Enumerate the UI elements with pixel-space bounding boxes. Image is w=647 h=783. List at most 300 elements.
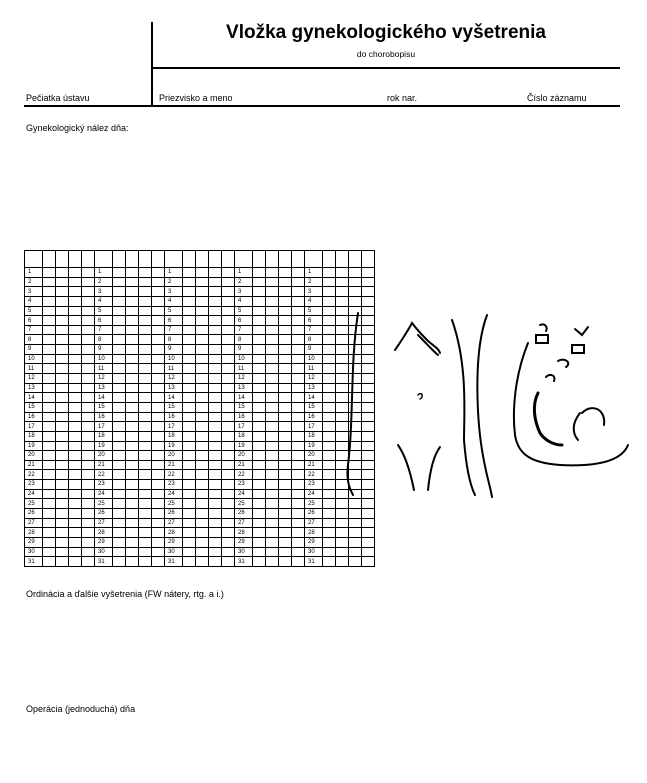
grid-entry-cell[interactable]: [196, 422, 209, 432]
grid-entry-cell[interactable]: [222, 277, 235, 287]
grid-entry-cell[interactable]: [279, 393, 292, 403]
grid-entry-cell[interactable]: [279, 268, 292, 278]
grid-entry-cell[interactable]: [56, 287, 69, 297]
grid-entry-cell[interactable]: [183, 306, 196, 316]
grid-entry-cell[interactable]: [69, 287, 82, 297]
grid-entry-cell[interactable]: [139, 518, 152, 528]
grid-entry-cell[interactable]: [126, 460, 139, 470]
grid-entry-cell[interactable]: [253, 296, 266, 306]
grid-entry-cell[interactable]: [152, 268, 165, 278]
grid-entry-cell[interactable]: [183, 277, 196, 287]
grid-entry-cell[interactable]: [139, 374, 152, 384]
grid-header-cell[interactable]: [266, 251, 279, 268]
grid-entry-cell[interactable]: [323, 412, 336, 422]
grid-entry-cell[interactable]: [82, 383, 95, 393]
grid-entry-cell[interactable]: [56, 393, 69, 403]
grid-entry-cell[interactable]: [43, 296, 56, 306]
grid-entry-cell[interactable]: [266, 287, 279, 297]
grid-entry-cell[interactable]: [82, 335, 95, 345]
grid-entry-cell[interactable]: [152, 480, 165, 490]
grid-entry-cell[interactable]: [196, 451, 209, 461]
grid-entry-cell[interactable]: [69, 528, 82, 538]
grid-entry-cell[interactable]: [362, 518, 375, 528]
grid-entry-cell[interactable]: [152, 383, 165, 393]
grid-entry-cell[interactable]: [292, 422, 305, 432]
grid-entry-cell[interactable]: [183, 547, 196, 557]
grid-entry-cell[interactable]: [279, 345, 292, 355]
grid-entry-cell[interactable]: [209, 383, 222, 393]
grid-entry-cell[interactable]: [152, 412, 165, 422]
grid-entry-cell[interactable]: [222, 412, 235, 422]
grid-entry-cell[interactable]: [253, 364, 266, 374]
grid-entry-cell[interactable]: [222, 268, 235, 278]
grid-entry-cell[interactable]: [69, 537, 82, 547]
grid-entry-cell[interactable]: [113, 470, 126, 480]
grid-entry-cell[interactable]: [152, 499, 165, 509]
grid-entry-cell[interactable]: [113, 354, 126, 364]
grid-entry-cell[interactable]: [279, 306, 292, 316]
grid-entry-cell[interactable]: [336, 547, 349, 557]
grid-entry-cell[interactable]: [266, 480, 279, 490]
grid-entry-cell[interactable]: [113, 441, 126, 451]
grid-entry-cell[interactable]: [82, 509, 95, 519]
grid-entry-cell[interactable]: [253, 441, 266, 451]
grid-entry-cell[interactable]: [362, 528, 375, 538]
grid-entry-cell[interactable]: [279, 325, 292, 335]
grid-entry-cell[interactable]: [323, 383, 336, 393]
grid-entry-cell[interactable]: [183, 287, 196, 297]
grid-entry-cell[interactable]: [196, 393, 209, 403]
grid-entry-cell[interactable]: [126, 441, 139, 451]
grid-entry-cell[interactable]: [139, 509, 152, 519]
grid-entry-cell[interactable]: [209, 518, 222, 528]
grid-entry-cell[interactable]: [183, 537, 196, 547]
grid-entry-cell[interactable]: [139, 325, 152, 335]
grid-entry-cell[interactable]: [266, 345, 279, 355]
grid-entry-cell[interactable]: [56, 354, 69, 364]
grid-entry-cell[interactable]: [56, 422, 69, 432]
grid-entry-cell[interactable]: [266, 557, 279, 567]
grid-entry-cell[interactable]: [266, 374, 279, 384]
grid-entry-cell[interactable]: [222, 509, 235, 519]
grid-entry-cell[interactable]: [323, 528, 336, 538]
grid-entry-cell[interactable]: [152, 402, 165, 412]
grid-entry-cell[interactable]: [209, 296, 222, 306]
grid-header-cell[interactable]: [82, 251, 95, 268]
grid-entry-cell[interactable]: [323, 306, 336, 316]
grid-entry-cell[interactable]: [222, 335, 235, 345]
grid-entry-cell[interactable]: [279, 489, 292, 499]
grid-entry-cell[interactable]: [222, 547, 235, 557]
grid-entry-cell[interactable]: [349, 537, 362, 547]
grid-entry-cell[interactable]: [82, 537, 95, 547]
grid-entry-cell[interactable]: [209, 354, 222, 364]
grid-entry-cell[interactable]: [69, 393, 82, 403]
grid-entry-cell[interactable]: [362, 557, 375, 567]
grid-entry-cell[interactable]: [69, 316, 82, 326]
grid-entry-cell[interactable]: [82, 499, 95, 509]
grid-entry-cell[interactable]: [222, 287, 235, 297]
grid-entry-cell[interactable]: [292, 537, 305, 547]
grid-entry-cell[interactable]: [113, 306, 126, 316]
grid-entry-cell[interactable]: [196, 306, 209, 316]
grid-entry-cell[interactable]: [279, 374, 292, 384]
grid-entry-cell[interactable]: [56, 547, 69, 557]
grid-entry-cell[interactable]: [323, 316, 336, 326]
grid-entry-cell[interactable]: [266, 441, 279, 451]
grid-entry-cell[interactable]: [323, 557, 336, 567]
grid-entry-cell[interactable]: [43, 528, 56, 538]
grid-header-cell[interactable]: [152, 251, 165, 268]
grid-entry-cell[interactable]: [196, 489, 209, 499]
grid-entry-cell[interactable]: [349, 277, 362, 287]
grid-entry-cell[interactable]: [183, 499, 196, 509]
grid-entry-cell[interactable]: [196, 518, 209, 528]
grid-entry-cell[interactable]: [152, 451, 165, 461]
grid-entry-cell[interactable]: [126, 316, 139, 326]
grid-entry-cell[interactable]: [222, 325, 235, 335]
grid-entry-cell[interactable]: [253, 306, 266, 316]
grid-entry-cell[interactable]: [279, 528, 292, 538]
grid-entry-cell[interactable]: [183, 412, 196, 422]
grid-entry-cell[interactable]: [113, 528, 126, 538]
grid-entry-cell[interactable]: [292, 325, 305, 335]
grid-entry-cell[interactable]: [139, 393, 152, 403]
grid-entry-cell[interactable]: [82, 470, 95, 480]
grid-entry-cell[interactable]: [43, 393, 56, 403]
grid-header-cell[interactable]: [279, 251, 292, 268]
grid-entry-cell[interactable]: [292, 287, 305, 297]
grid-entry-cell[interactable]: [292, 470, 305, 480]
grid-entry-cell[interactable]: [253, 509, 266, 519]
grid-entry-cell[interactable]: [279, 518, 292, 528]
grid-entry-cell[interactable]: [139, 268, 152, 278]
grid-entry-cell[interactable]: [266, 335, 279, 345]
grid-entry-cell[interactable]: [292, 306, 305, 316]
grid-entry-cell[interactable]: [323, 268, 336, 278]
grid-header-cell[interactable]: [183, 251, 196, 268]
grid-header-cell[interactable]: [292, 251, 305, 268]
grid-entry-cell[interactable]: [56, 268, 69, 278]
grid-entry-cell[interactable]: [292, 480, 305, 490]
grid-entry-cell[interactable]: [56, 470, 69, 480]
grid-entry-cell[interactable]: [292, 547, 305, 557]
grid-entry-cell[interactable]: [113, 451, 126, 461]
grid-entry-cell[interactable]: [253, 528, 266, 538]
grid-entry-cell[interactable]: [183, 509, 196, 519]
grid-entry-cell[interactable]: [43, 480, 56, 490]
grid-entry-cell[interactable]: [82, 431, 95, 441]
grid-entry-cell[interactable]: [152, 431, 165, 441]
grid-entry-cell[interactable]: [279, 335, 292, 345]
grid-entry-cell[interactable]: [292, 499, 305, 509]
grid-entry-cell[interactable]: [349, 287, 362, 297]
grid-entry-cell[interactable]: [323, 364, 336, 374]
grid-header-cell[interactable]: [25, 251, 43, 268]
grid-header-cell[interactable]: [235, 251, 253, 268]
grid-entry-cell[interactable]: [113, 364, 126, 374]
grid-entry-cell[interactable]: [152, 557, 165, 567]
grid-entry-cell[interactable]: [323, 470, 336, 480]
grid-entry-cell[interactable]: [183, 518, 196, 528]
grid-entry-cell[interactable]: [362, 509, 375, 519]
grid-entry-cell[interactable]: [43, 268, 56, 278]
grid-entry-cell[interactable]: [279, 537, 292, 547]
grid-entry-cell[interactable]: [209, 489, 222, 499]
grid-entry-cell[interactable]: [69, 296, 82, 306]
grid-entry-cell[interactable]: [209, 345, 222, 355]
grid-entry-cell[interactable]: [113, 335, 126, 345]
grid-entry-cell[interactable]: [113, 480, 126, 490]
grid-entry-cell[interactable]: [152, 354, 165, 364]
grid-entry-cell[interactable]: [209, 547, 222, 557]
grid-entry-cell[interactable]: [126, 364, 139, 374]
grid-entry-cell[interactable]: [152, 287, 165, 297]
grid-entry-cell[interactable]: [279, 557, 292, 567]
grid-entry-cell[interactable]: [323, 431, 336, 441]
grid-entry-cell[interactable]: [222, 345, 235, 355]
grid-entry-cell[interactable]: [279, 316, 292, 326]
grid-entry-cell[interactable]: [126, 335, 139, 345]
grid-entry-cell[interactable]: [152, 364, 165, 374]
grid-entry-cell[interactable]: [222, 537, 235, 547]
grid-entry-cell[interactable]: [323, 509, 336, 519]
grid-entry-cell[interactable]: [113, 316, 126, 326]
grid-entry-cell[interactable]: [266, 402, 279, 412]
grid-entry-cell[interactable]: [69, 306, 82, 316]
grid-entry-cell[interactable]: [113, 460, 126, 470]
grid-entry-cell[interactable]: [323, 489, 336, 499]
grid-entry-cell[interactable]: [292, 557, 305, 567]
grid-entry-cell[interactable]: [222, 402, 235, 412]
grid-entry-cell[interactable]: [279, 287, 292, 297]
grid-entry-cell[interactable]: [139, 383, 152, 393]
grid-entry-cell[interactable]: [209, 287, 222, 297]
grid-entry-cell[interactable]: [323, 277, 336, 287]
grid-entry-cell[interactable]: [323, 499, 336, 509]
grid-entry-cell[interactable]: [336, 287, 349, 297]
grid-entry-cell[interactable]: [126, 268, 139, 278]
grid-entry-cell[interactable]: [323, 547, 336, 557]
grid-entry-cell[interactable]: [279, 296, 292, 306]
grid-entry-cell[interactable]: [139, 277, 152, 287]
grid-entry-cell[interactable]: [266, 489, 279, 499]
grid-entry-cell[interactable]: [279, 412, 292, 422]
grid-entry-cell[interactable]: [222, 431, 235, 441]
grid-entry-cell[interactable]: [183, 460, 196, 470]
grid-entry-cell[interactable]: [126, 354, 139, 364]
grid-entry-cell[interactable]: [56, 345, 69, 355]
grid-entry-cell[interactable]: [253, 354, 266, 364]
grid-entry-cell[interactable]: [56, 509, 69, 519]
grid-header-cell[interactable]: [222, 251, 235, 268]
grid-entry-cell[interactable]: [152, 537, 165, 547]
grid-entry-cell[interactable]: [266, 306, 279, 316]
grid-entry-cell[interactable]: [323, 402, 336, 412]
grid-entry-cell[interactable]: [196, 383, 209, 393]
grid-entry-cell[interactable]: [209, 528, 222, 538]
grid-entry-cell[interactable]: [196, 402, 209, 412]
grid-entry-cell[interactable]: [266, 537, 279, 547]
grid-entry-cell[interactable]: [266, 316, 279, 326]
grid-entry-cell[interactable]: [253, 547, 266, 557]
grid-entry-cell[interactable]: [279, 431, 292, 441]
grid-entry-cell[interactable]: [266, 422, 279, 432]
grid-entry-cell[interactable]: [209, 306, 222, 316]
grid-entry-cell[interactable]: [139, 470, 152, 480]
grid-entry-cell[interactable]: [43, 364, 56, 374]
grid-entry-cell[interactable]: [266, 354, 279, 364]
grid-entry-cell[interactable]: [196, 547, 209, 557]
grid-entry-cell[interactable]: [183, 345, 196, 355]
grid-entry-cell[interactable]: [56, 489, 69, 499]
grid-entry-cell[interactable]: [266, 364, 279, 374]
grid-entry-cell[interactable]: [152, 277, 165, 287]
grid-entry-cell[interactable]: [222, 316, 235, 326]
grid-entry-cell[interactable]: [222, 441, 235, 451]
grid-entry-cell[interactable]: [253, 518, 266, 528]
grid-entry-cell[interactable]: [126, 325, 139, 335]
grid-entry-cell[interactable]: [82, 422, 95, 432]
grid-entry-cell[interactable]: [152, 489, 165, 499]
grid-entry-cell[interactable]: [222, 354, 235, 364]
grid-entry-cell[interactable]: [152, 296, 165, 306]
grid-entry-cell[interactable]: [292, 316, 305, 326]
grid-entry-cell[interactable]: [126, 345, 139, 355]
grid-entry-cell[interactable]: [349, 518, 362, 528]
grid-entry-cell[interactable]: [126, 547, 139, 557]
grid-entry-cell[interactable]: [253, 412, 266, 422]
grid-entry-cell[interactable]: [183, 480, 196, 490]
grid-entry-cell[interactable]: [69, 451, 82, 461]
grid-entry-cell[interactable]: [56, 374, 69, 384]
grid-entry-cell[interactable]: [152, 470, 165, 480]
grid-entry-cell[interactable]: [183, 451, 196, 461]
grid-entry-cell[interactable]: [196, 268, 209, 278]
grid-entry-cell[interactable]: [253, 557, 266, 567]
grid-entry-cell[interactable]: [82, 480, 95, 490]
grid-entry-cell[interactable]: [336, 268, 349, 278]
grid-entry-cell[interactable]: [113, 268, 126, 278]
grid-entry-cell[interactable]: [336, 537, 349, 547]
grid-entry-cell[interactable]: [69, 325, 82, 335]
grid-entry-cell[interactable]: [196, 296, 209, 306]
grid-entry-cell[interactable]: [222, 489, 235, 499]
grid-entry-cell[interactable]: [56, 499, 69, 509]
grid-entry-cell[interactable]: [82, 518, 95, 528]
grid-entry-cell[interactable]: [43, 374, 56, 384]
grid-entry-cell[interactable]: [266, 451, 279, 461]
grid-entry-cell[interactable]: [183, 402, 196, 412]
grid-entry-cell[interactable]: [139, 499, 152, 509]
grid-entry-cell[interactable]: [292, 354, 305, 364]
grid-entry-cell[interactable]: [139, 557, 152, 567]
grid-entry-cell[interactable]: [323, 325, 336, 335]
grid-entry-cell[interactable]: [126, 451, 139, 461]
grid-entry-cell[interactable]: [126, 277, 139, 287]
grid-entry-cell[interactable]: [152, 374, 165, 384]
grid-entry-cell[interactable]: [362, 268, 375, 278]
grid-entry-cell[interactable]: [253, 335, 266, 345]
grid-entry-cell[interactable]: [113, 402, 126, 412]
grid-entry-cell[interactable]: [113, 325, 126, 335]
grid-header-cell[interactable]: [69, 251, 82, 268]
grid-entry-cell[interactable]: [196, 509, 209, 519]
grid-entry-cell[interactable]: [152, 547, 165, 557]
grid-header-cell[interactable]: [323, 251, 336, 268]
grid-entry-cell[interactable]: [43, 402, 56, 412]
grid-entry-cell[interactable]: [253, 470, 266, 480]
grid-entry-cell[interactable]: [196, 460, 209, 470]
grid-entry-cell[interactable]: [69, 268, 82, 278]
grid-entry-cell[interactable]: [323, 518, 336, 528]
grid-entry-cell[interactable]: [82, 268, 95, 278]
grid-entry-cell[interactable]: [69, 412, 82, 422]
grid-entry-cell[interactable]: [183, 441, 196, 451]
grid-entry-cell[interactable]: [126, 518, 139, 528]
grid-entry-cell[interactable]: [183, 325, 196, 335]
grid-entry-cell[interactable]: [292, 441, 305, 451]
grid-entry-cell[interactable]: [43, 537, 56, 547]
grid-entry-cell[interactable]: [56, 316, 69, 326]
grid-entry-cell[interactable]: [222, 383, 235, 393]
grid-entry-cell[interactable]: [82, 325, 95, 335]
grid-entry-cell[interactable]: [113, 345, 126, 355]
grid-entry-cell[interactable]: [323, 374, 336, 384]
grid-entry-cell[interactable]: [56, 402, 69, 412]
grid-entry-cell[interactable]: [196, 557, 209, 567]
grid-entry-cell[interactable]: [323, 335, 336, 345]
grid-entry-cell[interactable]: [209, 277, 222, 287]
grid-entry-cell[interactable]: [349, 509, 362, 519]
grid-entry-cell[interactable]: [43, 460, 56, 470]
grid-entry-cell[interactable]: [292, 412, 305, 422]
grid-entry-cell[interactable]: [82, 528, 95, 538]
grid-entry-cell[interactable]: [183, 296, 196, 306]
grid-entry-cell[interactable]: [323, 393, 336, 403]
grid-entry-cell[interactable]: [56, 480, 69, 490]
grid-entry-cell[interactable]: [266, 277, 279, 287]
grid-entry-cell[interactable]: [266, 268, 279, 278]
grid-entry-cell[interactable]: [43, 383, 56, 393]
grid-entry-cell[interactable]: [126, 412, 139, 422]
grid-entry-cell[interactable]: [209, 499, 222, 509]
grid-entry-cell[interactable]: [292, 528, 305, 538]
grid-entry-cell[interactable]: [292, 509, 305, 519]
grid-entry-cell[interactable]: [323, 451, 336, 461]
grid-entry-cell[interactable]: [292, 268, 305, 278]
grid-entry-cell[interactable]: [266, 431, 279, 441]
grid-entry-cell[interactable]: [183, 268, 196, 278]
grid-entry-cell[interactable]: [43, 354, 56, 364]
grid-entry-cell[interactable]: [196, 345, 209, 355]
grid-entry-cell[interactable]: [183, 364, 196, 374]
grid-entry-cell[interactable]: [253, 537, 266, 547]
grid-entry-cell[interactable]: [126, 374, 139, 384]
grid-entry-cell[interactable]: [292, 518, 305, 528]
grid-entry-cell[interactable]: [292, 277, 305, 287]
grid-entry-cell[interactable]: [209, 451, 222, 461]
grid-header-cell[interactable]: [126, 251, 139, 268]
grid-entry-cell[interactable]: [113, 296, 126, 306]
grid-entry-cell[interactable]: [69, 431, 82, 441]
grid-entry-cell[interactable]: [266, 470, 279, 480]
grid-entry-cell[interactable]: [279, 451, 292, 461]
grid-entry-cell[interactable]: [196, 480, 209, 490]
grid-entry-cell[interactable]: [43, 489, 56, 499]
grid-entry-cell[interactable]: [139, 306, 152, 316]
grid-header-cell[interactable]: [305, 251, 323, 268]
